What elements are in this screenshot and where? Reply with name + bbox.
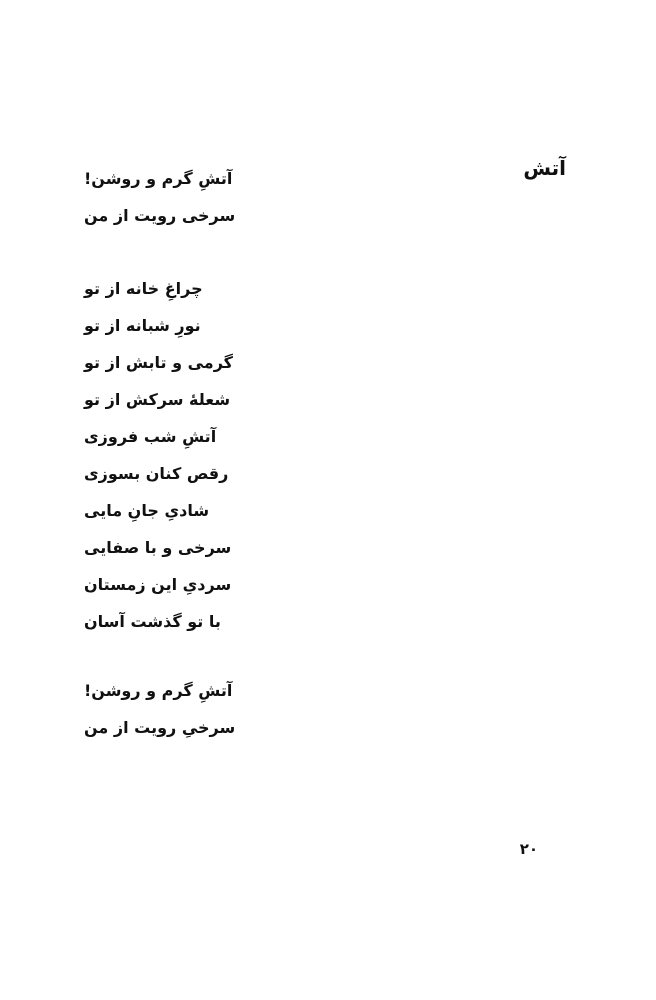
page-number: ۲۰ <box>519 840 538 858</box>
poem-line: آتشِ گرم و روشن! <box>84 681 233 700</box>
poem-title: آتش <box>523 156 566 180</box>
poem-line: سردیِ این زمستان <box>84 575 232 594</box>
poem-line: نورِ شبانه از تو <box>84 316 201 335</box>
poem-line: شادیِ جانِ مایی <box>84 501 210 520</box>
stanza-3 <box>84 672 235 746</box>
poem-line: سرخی رویت از من <box>84 206 236 225</box>
poem-line: گرمی و تابش از تو <box>84 353 233 372</box>
poem-line: رقص کنان بسوزی <box>84 464 229 483</box>
poem-line: سرخی و با صفایی <box>84 538 232 557</box>
stanza-1 <box>84 160 235 234</box>
poem-line: با تو گذشت آسان <box>84 612 221 631</box>
poem-line: چراغِ خانه از تو <box>84 279 203 298</box>
poem-line: آتشِ شب فروزی <box>84 427 217 446</box>
poem-line: شعلهٔ سرکش از تو <box>84 390 231 409</box>
stanza-2 <box>84 270 233 640</box>
poem-line: سرخیِ رویت از من <box>84 718 236 737</box>
poem-line: آتشِ گرم و روشن! <box>84 169 233 188</box>
